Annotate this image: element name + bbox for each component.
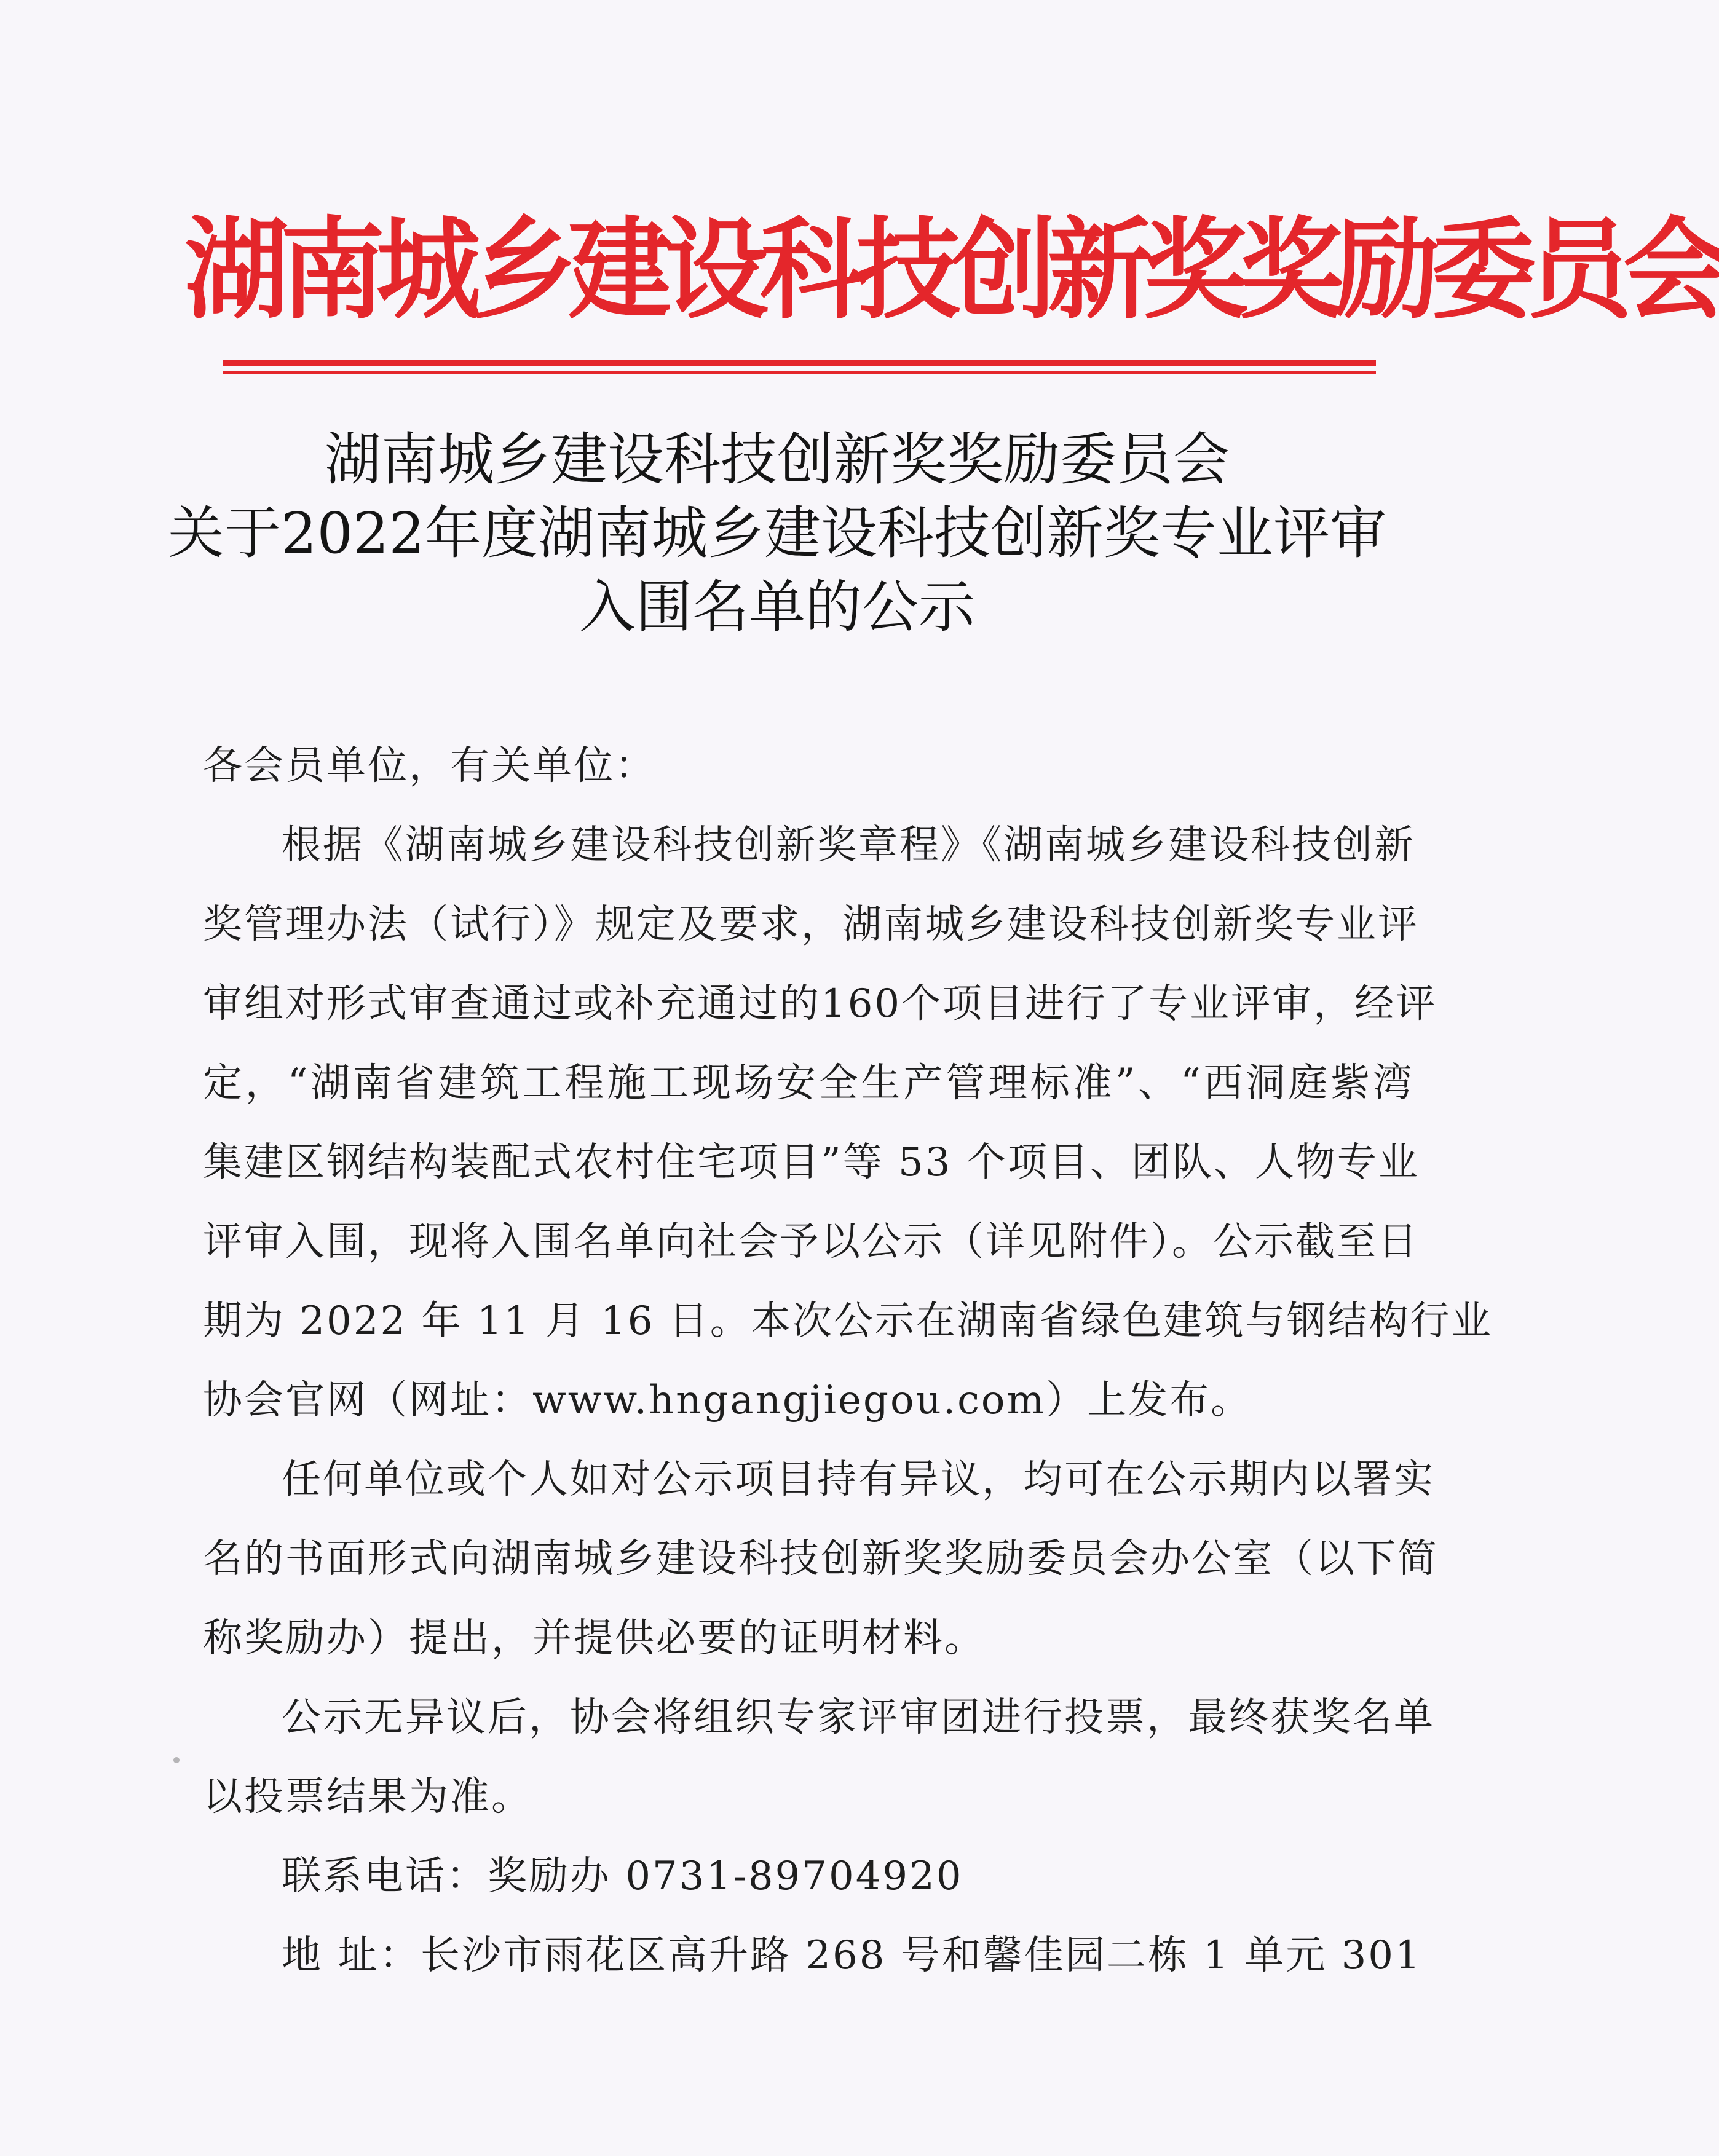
scan-speck [173, 1757, 180, 1763]
paragraph-1-line: 协会官网（网址：www.hngangjiegou.com）上发布。 [203, 1378, 1252, 1423]
contact-address [203, 1916, 1422, 1996]
contact-phone-label: 联系电话： [282, 1854, 488, 1899]
paragraph-1-line: 根据《湖南城乡建设科技创新奖章程》《湖南城乡建设科技创新 [282, 823, 1415, 868]
document-title-line-2: 关于2022年度湖南城乡建设科技创新奖专业评审 [167, 500, 1387, 566]
contact-address-value: 长沙市雨花区高升路 268 号和馨佳园二栋 1 单元 301 [421, 1933, 1422, 1978]
letterhead-org-name: 湖南城乡建设科技创新奖奖励委员会 [184, 207, 1719, 334]
letterhead-divider-thick [223, 360, 1376, 366]
paragraph-3-line: 公示无异议后，协会将组织专家评审团进行投票，最终获奖名单 [282, 1695, 1435, 1740]
contact-address-label [282, 1916, 421, 1996]
paragraph-2-line: 任何单位或个人如对公示项目持有异议，均可在公示期内以署实 [282, 1457, 1435, 1502]
paragraph-1-line: 集建区钢结构装配式农村住宅项目”等 53 个项目、团队、人物专业 [203, 1140, 1420, 1185]
paragraph-1-line: 审组对形式审查通过或补充通过的160个项目进行了专业评审，经评 [203, 981, 1437, 1027]
address-label-char-2: 址： [338, 1933, 421, 1978]
salutation: 各会员单位，有关单位： [203, 743, 656, 789]
contact-phone-value: 奖励办 0731-89704920 [488, 1854, 963, 1899]
document-title-line-3: 入围名单的公示 [579, 574, 975, 640]
paragraph-1-line: 期为 2022 年 11 月 16 日。本次公示在湖南省绿色建筑与钢结构行业 [203, 1298, 1493, 1344]
paragraph-3-line: 以投票结果为准。 [203, 1774, 532, 1820]
paragraph-1-line: 评审入围，现将入围名单向社会予以公示（详见附件）。公示截至日 [203, 1219, 1419, 1265]
paragraph-1-line: 定，“湖南省建筑工程施工现场安全生产管理标准”、“西洞庭紫湾 [203, 1060, 1414, 1106]
document-title-line-1: 湖南城乡建设科技创新奖奖励委员会 [324, 427, 1230, 492]
paragraph-2-line: 名的书面形式向湖南城乡建设科技创新奖奖励委员会办公室（以下简 [203, 1536, 1439, 1582]
contact-phone [203, 1837, 1414, 1916]
document-body [203, 727, 1493, 1996]
address-label-char-1: 地 [282, 1933, 323, 1978]
paragraph-1-line: 奖管理办法（试行）》规定及要求，湖南城乡建设科技创新奖专业评 [203, 902, 1419, 947]
letterhead-divider-thin [223, 371, 1376, 374]
paragraph-2-line: 称奖励办）提出，并提供必要的证明材料。 [203, 1616, 986, 1661]
